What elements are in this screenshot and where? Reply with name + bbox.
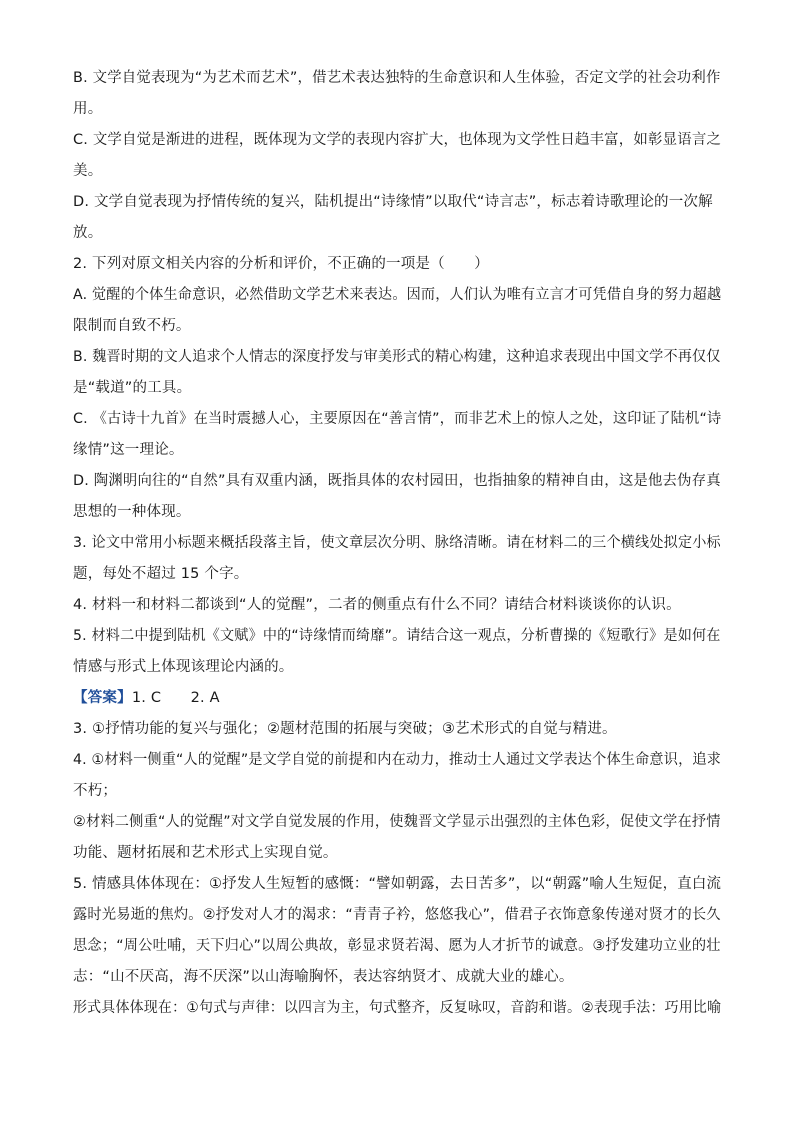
answer-choices: 1. C 2. A bbox=[131, 690, 220, 706]
answer-4-line2: 不朽； bbox=[73, 783, 118, 799]
question-4: 4. 材料一和材料二都谈到“人的觉醒”，二者的侧重点有什么不同？请结合材料谈谈你的认识。 bbox=[73, 597, 681, 613]
option-d-line1: D. 文学自觉表现为抒情传统的复兴，陆机提出“诗缘情”以取代“诗言志”，标志着诗歌理论的一次解 bbox=[73, 194, 713, 210]
q2-option-b-line1: B. 魏晋时期的文人追求个人情志的深度抒发与审美形式的精心构建，这种追求表现出中国文学不再仅仅 bbox=[73, 349, 721, 365]
answer-5-line4: 志：“山不厌高，海不厌深”以山海喻胸怀，表达容纳贤才、成就大业的雄心。 bbox=[73, 969, 574, 985]
option-c-line2: 美。 bbox=[73, 163, 103, 179]
answer-3: 3. ①抒情功能的复兴与强化；②题材范围的拓展与突破；③艺术形式的自觉与精进。 bbox=[73, 721, 617, 737]
answer-5-line3: 思念；“周公吐哺，天下归心”以周公典故，彰显求贤若渴、愿为人才折节的诚意。③抒发建功立业的壮 bbox=[73, 938, 721, 954]
question-3-line1: 3. 论文中常用小标题来概括段落主旨，使文章层次分明、脉络清晰。请在材料二的三个横线处拟定小标 bbox=[73, 535, 721, 551]
answer-4-line4: 功能、题材拓展和艺术形式上实现自觉。 bbox=[73, 845, 338, 861]
option-d-line2: 放。 bbox=[73, 225, 103, 241]
answer-4-line3: ②材料二侧重“人的觉醒”对文学自觉发展的作用，使魏晋文学显示出强烈的主体色彩，促使文学在抒情 bbox=[73, 814, 721, 830]
answer-tag: 【答案】 bbox=[73, 690, 132, 706]
option-b-line1: B. 文学自觉表现为“为艺术而艺术”，借艺术表达独特的生命意识和人生体验，否定文学的社会功利作 bbox=[73, 70, 721, 86]
q2-option-a-line2: 限制而自致不朽。 bbox=[73, 318, 191, 334]
q2-option-d-line2: 思想的一种体现。 bbox=[73, 504, 191, 520]
q2-option-d-line1: D. 陶渊明向往的“自然”具有双重内涵，既指具体的农村园田，也指抽象的精神自由，这是他去伪存真 bbox=[73, 473, 721, 489]
question-3-line2: 题，每处不超过 15 个字。 bbox=[73, 566, 249, 582]
answer-5-line5: 形式具体体现在：①句式与声律：以四言为主，句式整齐，反复咏叹，音韵和谐。②表现手法：巧用比喻 bbox=[73, 1000, 722, 1016]
answer-5-line1: 5. 情感具体体现在：①抒发人生短暂的感慨：“譬如朝露，去日苦多”，以“朝露”喻人生短促，直白流 bbox=[73, 876, 722, 892]
answer-4-line1: 4. ①材料一侧重“人的觉醒”是文学自觉的前提和内在动力，推动士人通过文学表达个体生命意识，追求 bbox=[73, 752, 722, 768]
question-5-line2: 情感与形式上体现该理论内涵的。 bbox=[73, 659, 294, 675]
option-c-line1: C. 文学自觉是渐进的进程，既体现为文学的表现内容扩大，也体现为文学性日趋丰富，如彰显语言之 bbox=[73, 132, 722, 148]
q2-option-a-line1: A. 觉醒的个体生命意识，必然借助文学艺术来表达。因而，人们认为唯有立言才可凭借自身的努力超越 bbox=[73, 287, 722, 303]
answer-5-line2: 露时光易逝的焦灼。②抒发对人才的渴求：“青青子衿，悠悠我心”，借君子衣饰意象传递对贤才的长久 bbox=[73, 907, 721, 923]
question-2: 2. 下列对原文相关内容的分析和评价，不正确的一项是（ ） bbox=[73, 256, 489, 272]
option-b-line2: 用。 bbox=[73, 101, 103, 117]
q2-option-c-line2: 缘情”这一理论。 bbox=[73, 442, 184, 458]
q2-option-c-line1: C. 《古诗十九首》在当时震撼人心，主要原因在“善言情”，而非艺术上的惊人之处，这印证了陆机“诗 bbox=[73, 411, 722, 427]
q2-option-b-line2: 是“载道”的工具。 bbox=[73, 380, 192, 396]
question-5-line1: 5. 材料二中提到陆机《文赋》中的“诗缘情而绮靡”。请结合这一观点，分析曹操的《短歌行》是如何在 bbox=[73, 628, 721, 644]
answer-line bbox=[73, 688, 220, 708]
